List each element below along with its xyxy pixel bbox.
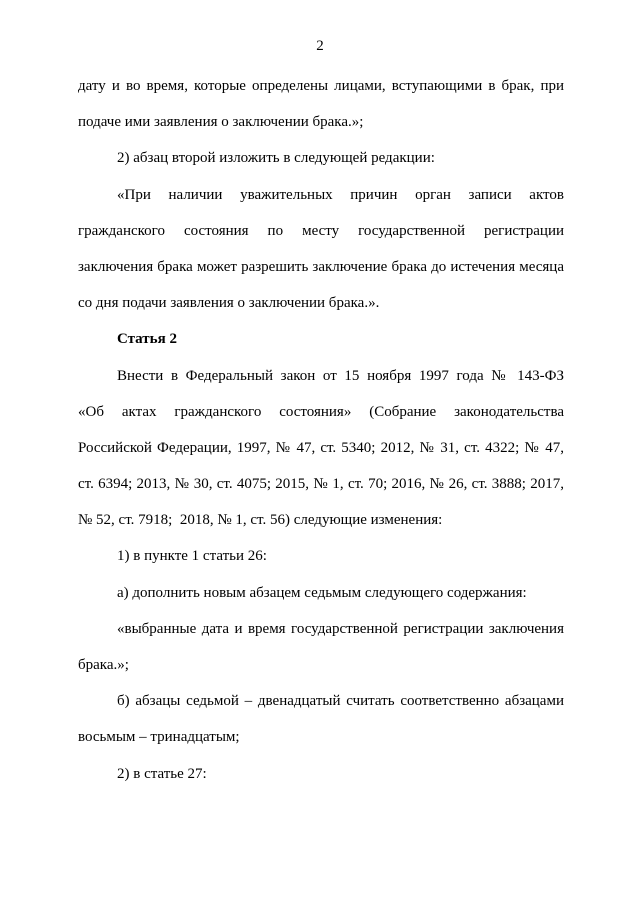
text-line: гражданского состояния по месту государственной регистрации (78, 223, 564, 239)
text-line: Российской Федерации, 1997, № 47, ст. 5340; 2012, № 31, ст. 4322; № 47, (78, 440, 564, 456)
text-line: Внести в Федеральный закон от 15 ноября 1997 года № 143-ФЗ (117, 368, 564, 384)
article-heading: Статья 2 (117, 331, 177, 347)
text-line: брака.»; (78, 657, 129, 673)
text-line: № 52, ст. 7918; 2018, № 1, ст. 56) следующие изменения: (78, 512, 443, 528)
text-line: восьмым – тринадцатым; (78, 729, 240, 745)
text-line: «Об актах гражданского состояния» (Собрание законодательства (78, 404, 564, 420)
text-line: а) дополнить новым абзацем седьмым следующего содержания: (117, 585, 527, 601)
text-line: подаче ими заявления о заключении брака.»; (78, 114, 364, 130)
page-number: 2 (316, 38, 324, 54)
text-line: 1) в пункте 1 статьи 26: (117, 548, 267, 564)
text-line: дату и во время, которые определены лицами, вступающими в брак, при (78, 78, 564, 94)
text-line: 2) в статье 27: (117, 766, 207, 782)
text-line: со дня подачи заявления о заключении брака.». (78, 295, 380, 311)
text-line: б) абзацы седьмой – двенадцатый считать соответственно абзацами (117, 693, 564, 709)
text-line: заключения брака может разрешить заключение брака до истечения месяца (78, 259, 564, 275)
text-line: «При наличии уважительных причин орган записи актов (117, 187, 564, 203)
text-line: ст. 6394; 2013, № 30, ст. 4075; 2015, № 1, ст. 70; 2016, № 26, ст. 3888; 2017, (78, 476, 564, 492)
text-line: 2) абзац второй изложить в следующей редакции: (117, 150, 435, 166)
text-line: «выбранные дата и время государственной регистрации заключения (117, 621, 564, 637)
